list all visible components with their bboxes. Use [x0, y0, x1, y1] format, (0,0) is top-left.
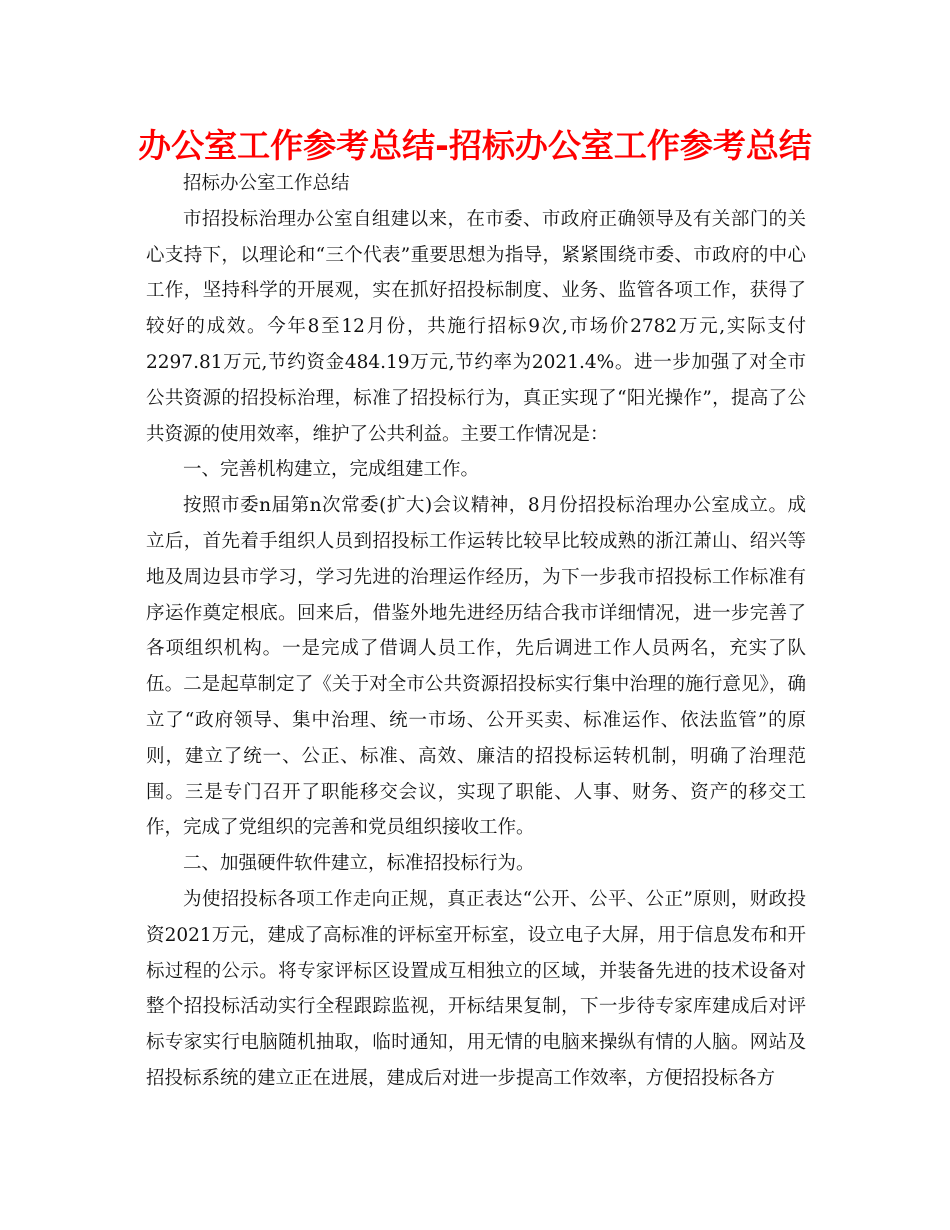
- document-body: [146, 166, 806, 1097]
- document-title: 办公室工作参考总结-招标办公室工作参考总结: [138, 126, 812, 165]
- section-heading-1: 一、完善机构建立，完成组建工作。: [183, 459, 480, 481]
- paragraph-section-2: 为使招投标各项工作走向正规，真正表达“公开、公平、公正”原则，财政投资2021万元，建成了高标准的评标室开标室，设立电子大屏，用于信息发布和开标过程的公示。将专家评标区设置成互相独立的区域，并装备先进的技术设备对整个招投标活动实行全程跟踪监视，开标结果复制，下一步待专家库建成后对评标专家实行电脑随机抽取，临时通知，用无情的电脑来操纵有情的人脑。网站及招投标系统的建立正在进展，建成后对进一步提高工作效率，方便招投标各方: [146, 888, 806, 1089]
- paragraph-intro: 市招投标治理办公室自组建以来，在市委、市政府正确领导及有关部门的关心支持下，以理论和“三个代表”重要思想为指导，紧紧围绕市委、市政府的中心工作，坚持科学的开展观，实在抓好招投标制度、业务、监管各项工作，获得了较好的成效。今年8至12月份，共施行招标9次,市场价2782万元,实际支付2297.81万元,节约资金484.19万元,节约率为2021.4%。进一步加强了对全市公共资源的招投标治理，标准了招投标行为，真正实现了“阳光操作”，提高了公共资源的使用效率，维护了公共利益。主要工作情况是：: [146, 208, 806, 445]
- document-subtitle: 招标办公室工作总结: [183, 173, 350, 194]
- section-heading-2: 二、加强硬件软件建立，标准招投标行为。: [183, 853, 535, 875]
- paragraph-section-1: 按照市委n届第n次常委(扩大)会议精神，8月份招投标治理办公室成立。成立后，首先着手组织人员到招投标工作运转比较早比较成熟的浙江萧山、绍兴等地及周边县市学习，学习先进的治理运作经历，为下一步我市招投标工作标准有序运作奠定根底。回来后，借鉴外地先进经历结合我市详细情况，进一步完善了各项组织机构。一是完成了借调人员工作，先后调进工作人员两名，充实了队伍。二是起草制定了《关于对全市公共资源招投标实行集中治理的施行意见》，确立了“政府领导、集中治理、统一市场、公开买卖、标准运作、依法监管”的原则，建立了统一、公正、标准、高效、廉洁的招投标运转机制，明确了治理范围。三是专门召开了职能移交会议，实现了职能、人事、财务、资产的移交工作，完成了党组织的完善和党员组织接收工作。: [146, 495, 806, 839]
